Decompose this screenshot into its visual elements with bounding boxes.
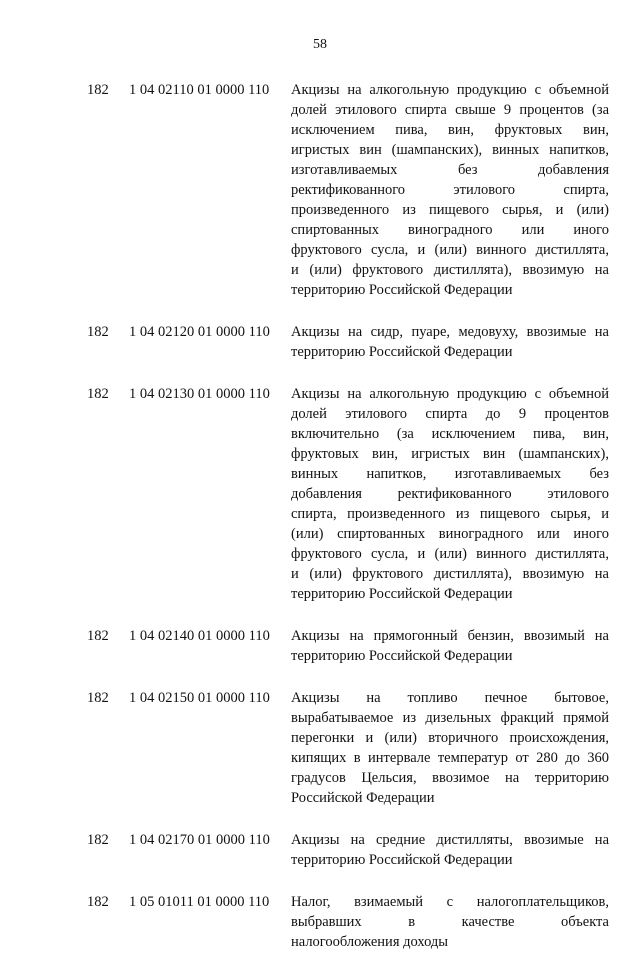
description-line: ректификованного этилового спирта, bbox=[291, 182, 609, 198]
description-line: фруктового сусла, и (или) винного дистиллята, bbox=[291, 242, 609, 258]
table-row bbox=[0, 322, 640, 362]
description-line: территорию Российской Федерации bbox=[291, 852, 513, 868]
page-number: 58 bbox=[313, 37, 327, 52]
description-line: фруктовых вин, игристых вин (шампанских), bbox=[291, 446, 609, 462]
table-row bbox=[0, 830, 640, 870]
budget-classification-code: 1 04 02120 01 0000 110 bbox=[129, 324, 270, 340]
description-line: кипящих в интервале температур от 280 до 360 bbox=[291, 750, 609, 766]
admin-code: 182 bbox=[87, 894, 109, 910]
admin-code: 182 bbox=[87, 82, 109, 98]
admin-code: 182 bbox=[87, 690, 109, 706]
description-line: перегонки и (или) вторичного происхождения, bbox=[291, 730, 609, 746]
description-line: долей этилового спирта свыше 9 процентов (за bbox=[291, 102, 609, 118]
description-line: вырабатываемое из дизельных фракций прямой bbox=[291, 710, 609, 726]
description-line: Налог, взимаемый с налогоплательщиков, bbox=[291, 894, 609, 910]
row-description bbox=[291, 892, 609, 952]
budget-classification-code: 1 04 02130 01 0000 110 bbox=[129, 386, 270, 402]
row-description bbox=[291, 830, 609, 870]
description-line: территорию Российской Федерации bbox=[291, 586, 513, 602]
description-line: территорию Российской Федерации bbox=[291, 648, 513, 664]
description-line: Акцизы на сидр, пуаре, медовуху, ввозимые на bbox=[291, 324, 609, 340]
description-line: Акцизы на алкогольную продукцию с объемной bbox=[291, 82, 609, 98]
table-row bbox=[0, 688, 640, 808]
row-description bbox=[291, 626, 609, 666]
description-line: спирта, произведенного из пищевого сырья, и bbox=[291, 506, 609, 522]
description-line: территорию Российской Федерации bbox=[291, 282, 513, 298]
admin-code: 182 bbox=[87, 324, 109, 340]
description-line: долей этилового спирта до 9 процентов bbox=[291, 406, 609, 422]
description-line: исключением пива, вин, фруктовых вин, bbox=[291, 122, 609, 138]
table-row bbox=[0, 626, 640, 666]
admin-code: 182 bbox=[87, 386, 109, 402]
budget-classification-code: 1 04 02140 01 0000 110 bbox=[129, 628, 270, 644]
description-line: Акцизы на топливо печное бытовое, bbox=[291, 690, 609, 706]
description-line: и (или) фруктового дистиллята), ввозимую на bbox=[291, 566, 609, 582]
description-line: территорию Российской Федерации bbox=[291, 344, 513, 360]
description-line: (или) спиртованных виноградного или иного bbox=[291, 526, 609, 542]
description-line: Акцизы на алкогольную продукцию с объемной bbox=[291, 386, 609, 402]
description-line: добавления ректификованного этилового bbox=[291, 486, 609, 502]
row-description bbox=[291, 384, 609, 604]
revenue-code-table bbox=[0, 80, 640, 974]
description-line: винных напитков, изготавливаемых без bbox=[291, 466, 609, 482]
budget-classification-code: 1 04 02170 01 0000 110 bbox=[129, 832, 270, 848]
description-line: Акцизы на средние дистилляты, ввозимые на bbox=[291, 832, 609, 848]
description-line: произведенного из пищевого сырья, и (или) bbox=[291, 202, 609, 218]
description-line: изготавливаемых без добавления bbox=[291, 162, 609, 178]
description-line: выбравших в качестве объекта bbox=[291, 914, 609, 930]
description-line: спиртованных виноградного или иного bbox=[291, 222, 609, 238]
budget-classification-code: 1 04 02110 01 0000 110 bbox=[129, 82, 270, 98]
description-line: фруктового сусла, и (или) винного дистиллята, bbox=[291, 546, 609, 562]
description-line: градусов Цельсия, ввозимое на территорию bbox=[291, 770, 609, 786]
admin-code: 182 bbox=[87, 628, 109, 644]
table-row bbox=[0, 384, 640, 604]
description-line: налогообложения доходы bbox=[291, 934, 449, 950]
row-description bbox=[291, 688, 609, 808]
description-line: Российской Федерации bbox=[291, 790, 435, 806]
budget-classification-code: 1 04 02150 01 0000 110 bbox=[129, 690, 270, 706]
row-description bbox=[291, 322, 609, 362]
description-line: включительно (за исключением пива, вин, bbox=[291, 426, 609, 442]
description-line: игристых вин (шампанских), винных напитков, bbox=[291, 142, 609, 158]
budget-classification-code: 1 05 01011 01 0000 110 bbox=[129, 894, 270, 910]
table-row bbox=[0, 80, 640, 300]
row-description bbox=[291, 80, 609, 300]
admin-code: 182 bbox=[87, 832, 109, 848]
table-row bbox=[0, 892, 640, 952]
description-line: Акцизы на прямогонный бензин, ввозимый на bbox=[291, 628, 609, 644]
description-line: и (или) фруктового дистиллята), ввозимую на bbox=[291, 262, 609, 278]
